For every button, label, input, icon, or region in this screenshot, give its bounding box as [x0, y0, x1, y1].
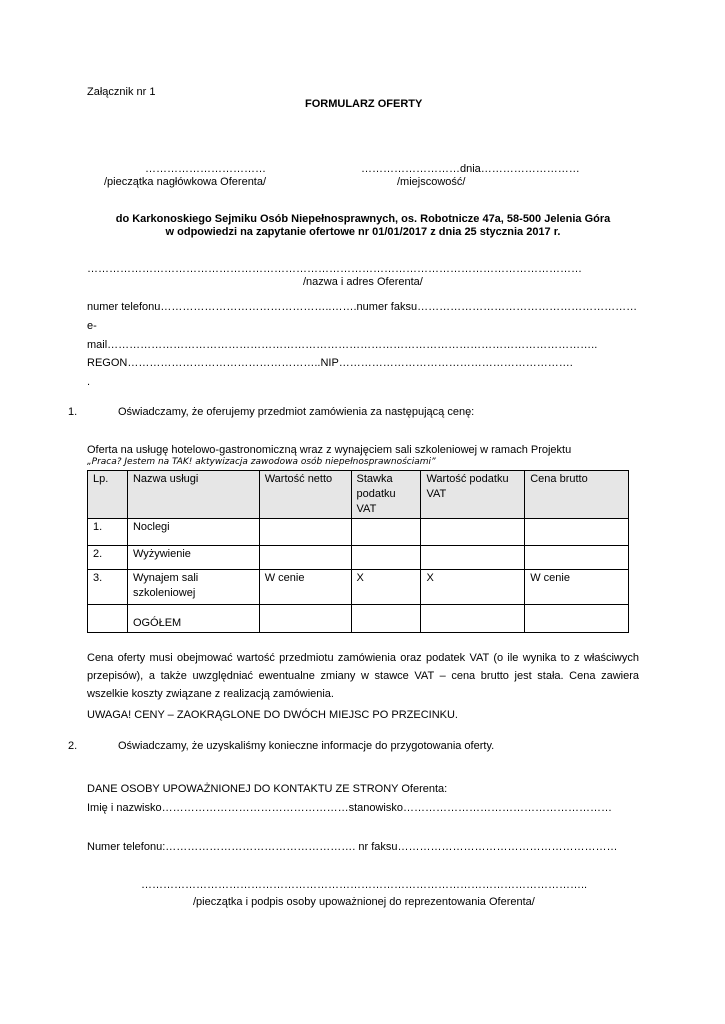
- date-field[interactable]: ………………………dnia………………………: [361, 163, 580, 175]
- contact-name-field[interactable]: Imię i nazwisko……………………………………………stanowisko…………………………………………………: [87, 802, 612, 814]
- table-cell: 3.: [88, 570, 128, 605]
- header-cell: Nazwa usługi: [127, 471, 259, 519]
- section-1-number: 1.: [68, 406, 78, 418]
- addressee-line-2: w odpowiedzi na zapytanie ofertowe nr 01/01/2017 z dnia 25 stycznia 2017 r.: [165, 226, 561, 238]
- form-title: FORMULARZ OFERTY: [305, 98, 423, 110]
- project-name: „Praca? Jestem na TAK! aktywizacja zawodowa osób niepełnosprawnościami”: [87, 457, 436, 467]
- table-row: [88, 519, 629, 546]
- table-cell: Noclegi: [127, 519, 259, 546]
- header-cell: Wartość podatku VAT: [421, 471, 525, 519]
- table-cell[interactable]: [351, 546, 421, 570]
- table-cell[interactable]: [421, 519, 525, 546]
- stamp-dots[interactable]: ……………………………: [145, 163, 266, 175]
- contact-heading: DANE OSOBY UPOWAŻNIONEJ DO KONTAKTU ZE STRONY Oferenta:: [87, 783, 448, 795]
- table-cell[interactable]: [525, 605, 629, 633]
- section-1-text: Oświadczamy, że oferujemy przedmiot zamówienia za następującą cenę:: [118, 406, 475, 418]
- bidder-name-field[interactable]: ………………………………………………………………………………………………………………………: [87, 263, 582, 275]
- table-cell[interactable]: X: [351, 570, 421, 605]
- table-row: [88, 546, 629, 570]
- table-cell: 2.: [88, 546, 128, 570]
- addressee-line-1: do Karkonoskiego Sejmiku Osób Niepełnosprawnych, os. Robotnicze 47a, 58-500 Jelenia Góra: [115, 213, 611, 225]
- place-label: /miejscowość/: [397, 176, 466, 188]
- table-header-row: [88, 471, 629, 519]
- offer-intro: Oferta na usługę hotelowo-gastronomiczną wraz z wynajęciem sali szkoleniowej w ramach Projektu: [87, 444, 572, 456]
- table-cell: 1.: [88, 519, 128, 546]
- trailing-dot: .: [87, 376, 91, 388]
- header-cell: Wartość netto: [259, 471, 351, 519]
- table-cell[interactable]: W cenie: [259, 570, 351, 605]
- table-cell[interactable]: W cenie: [525, 570, 629, 605]
- table-cell[interactable]: X: [421, 570, 525, 605]
- table-total-row: [88, 605, 629, 633]
- table-cell: Wynajem sali szkoleniowej: [127, 570, 259, 605]
- signature-line[interactable]: …………………………………………………………………………………………………………..: [141, 879, 588, 891]
- regon-nip-field[interactable]: REGON……………………………………………..NIP……………………………………………………….: [87, 357, 573, 369]
- rounding-warning: UWAGA! CENY – ZAOKRĄGLONE DO DWÓCH MIEJSC PO PRZECINKU.: [87, 709, 458, 721]
- table-cell: OGÓŁEM: [127, 605, 259, 633]
- table-cell[interactable]: [259, 605, 351, 633]
- section-2-text: Oświadczamy, że uzyskaliśmy konieczne informacje do przygotowania oferty.: [118, 740, 495, 752]
- table-cell[interactable]: [259, 519, 351, 546]
- table-cell[interactable]: [525, 546, 629, 570]
- contact-phone-field[interactable]: Numer telefonu:……………………………………………. nr faksu……………………………………………………: [87, 841, 618, 853]
- table-cell: [88, 605, 128, 633]
- email-field[interactable]: mail……………………………………………………………………………………………………………………..: [87, 339, 598, 351]
- table-cell[interactable]: [525, 519, 629, 546]
- bidder-name-label: /nazwa i adres Oferenta/: [303, 276, 423, 288]
- table-row: [88, 570, 629, 605]
- email-prefix: e-: [87, 320, 97, 332]
- signature-label: /pieczątka i podpis osoby upoważnionej do reprezentowania Oferenta/: [193, 896, 535, 908]
- stamp-label: /pieczątka nagłówkowa Oferenta/: [104, 176, 267, 188]
- section-2-number: 2.: [68, 740, 78, 752]
- table-cell[interactable]: [259, 546, 351, 570]
- table-cell[interactable]: [351, 519, 421, 546]
- offer-table: [87, 470, 629, 633]
- attachment-label: Załącznik nr 1: [87, 86, 156, 98]
- phone-fax-field[interactable]: numer telefonu………………………………………..…….numer faksu……………………………………………………: [87, 301, 638, 313]
- table-cell[interactable]: [421, 605, 525, 633]
- header-cell: Stawka podatku VAT: [351, 471, 421, 519]
- table-cell[interactable]: [421, 546, 525, 570]
- header-cell: Lp.: [88, 471, 128, 519]
- table-cell: Wyżywienie: [127, 546, 259, 570]
- table-cell[interactable]: [351, 605, 421, 633]
- header-cell: Cena brutto: [525, 471, 629, 519]
- price-note: Cena oferty musi obejmować wartość przedmiotu zamówienia oraz podatek VAT (o ile wynika to z właściwych przepisów), a także uwzględniać ewentualne zmiany w stawce VAT – cena brutto jest stała. Cena zawiera wszelkie koszty związane z realizacją zamówienia.: [87, 652, 639, 700]
